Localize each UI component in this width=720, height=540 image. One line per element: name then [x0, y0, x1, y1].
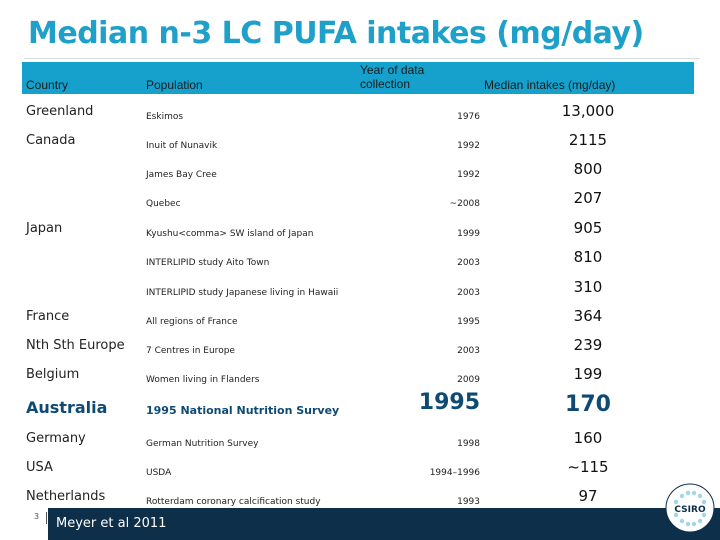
- country-cell: Netherlands: [26, 489, 106, 504]
- intake-cell: 2115: [568, 131, 608, 149]
- citation: Meyer et al 2011: [56, 516, 167, 531]
- title-divider: [24, 58, 700, 59]
- year-cell: 1995: [418, 390, 480, 415]
- header-intake: Median intakes (mg/day): [484, 78, 616, 92]
- year-cell: 1998: [457, 439, 480, 449]
- year-cell: 2003: [457, 258, 480, 268]
- year-cell: 1995: [457, 317, 480, 327]
- year-cell: 1994–1996: [429, 468, 480, 478]
- slide-number: 3: [34, 512, 40, 521]
- population-cell: INTERLIPID study Aito Town: [146, 258, 270, 268]
- table-row: [0, 307, 720, 336]
- header-year: Year of data collection: [360, 63, 425, 91]
- table-row: [0, 429, 720, 458]
- footer-number-area: [0, 508, 48, 540]
- table-row: [0, 365, 720, 394]
- table-row: [0, 278, 720, 307]
- population-cell: 1995 National Nutrition Survey: [146, 404, 340, 417]
- table-row: [0, 131, 720, 160]
- population-cell: German Nutrition Survey: [146, 439, 259, 449]
- table-row: [0, 248, 720, 277]
- table-row: [0, 219, 720, 248]
- logo-text: CSIRO: [674, 505, 706, 515]
- country-cell: USA: [26, 460, 53, 475]
- table-row: [0, 458, 720, 487]
- population-cell: Women living in Flanders: [146, 375, 260, 385]
- intake-cell: 207: [573, 189, 603, 207]
- intake-cell: ~115: [567, 458, 609, 476]
- intake-cell: 905: [573, 219, 603, 237]
- intake-cell: 800: [573, 160, 603, 178]
- population-cell: Quebec: [146, 199, 181, 209]
- intake-cell: 310: [573, 278, 603, 296]
- population-cell: INTERLIPID study Japanese living in Hawaii: [146, 288, 339, 298]
- country-cell: Canada: [26, 133, 76, 148]
- country-cell: Germany: [26, 431, 86, 446]
- country-cell: Belgium: [26, 367, 80, 382]
- population-cell: James Bay Cree: [146, 170, 217, 180]
- country-cell: Greenland: [26, 104, 94, 119]
- intake-cell: 170: [565, 392, 611, 417]
- intake-cell: 364: [573, 307, 603, 325]
- table-row: [0, 189, 720, 218]
- country-cell: France: [26, 309, 70, 324]
- year-cell: 1999: [457, 229, 480, 239]
- population-cell: All regions of France: [146, 317, 238, 327]
- intake-cell: 160: [573, 429, 603, 447]
- table-row: [0, 336, 720, 365]
- table-row: [0, 160, 720, 189]
- year-cell: 1992: [457, 141, 480, 151]
- country-cell: Australia: [26, 398, 108, 417]
- country-cell: Japan: [26, 221, 63, 236]
- intake-cell: 97: [578, 487, 598, 505]
- intake-cell: 239: [573, 336, 603, 354]
- population-cell: 7 Centres in Europe: [146, 346, 235, 356]
- table-row: [0, 102, 720, 131]
- slide-title: Median n-3 LC PUFA intakes (mg/day): [28, 16, 644, 51]
- year-cell: ~2008: [449, 199, 480, 209]
- year-cell: 2009: [457, 375, 480, 385]
- intake-cell: 13,000: [561, 102, 615, 120]
- population-cell: Eskimos: [146, 112, 184, 122]
- year-cell: 1993: [457, 497, 480, 507]
- population-cell: Kyushu<comma> SW island of Japan: [146, 229, 314, 239]
- intake-cell: 199: [573, 365, 603, 383]
- year-cell: 2003: [457, 346, 480, 356]
- year-cell: 2003: [457, 288, 480, 298]
- table-row-highlighted: [0, 390, 720, 425]
- year-cell: 1992: [457, 170, 480, 180]
- population-cell: USDA: [146, 468, 172, 478]
- header-population: Population: [146, 78, 203, 92]
- year-cell: 1976: [457, 112, 480, 122]
- country-cell: Nth Sth Europe: [26, 338, 125, 353]
- intake-cell: 810: [573, 248, 603, 266]
- csiro-logo: [664, 482, 716, 534]
- population-cell: Inuit of Nunavik: [146, 141, 218, 151]
- population-cell: Rotterdam coronary calcification study: [146, 497, 321, 507]
- footer-divider: [46, 512, 47, 524]
- header-country: Country: [26, 78, 69, 92]
- csiro-logo-icon: [664, 482, 716, 534]
